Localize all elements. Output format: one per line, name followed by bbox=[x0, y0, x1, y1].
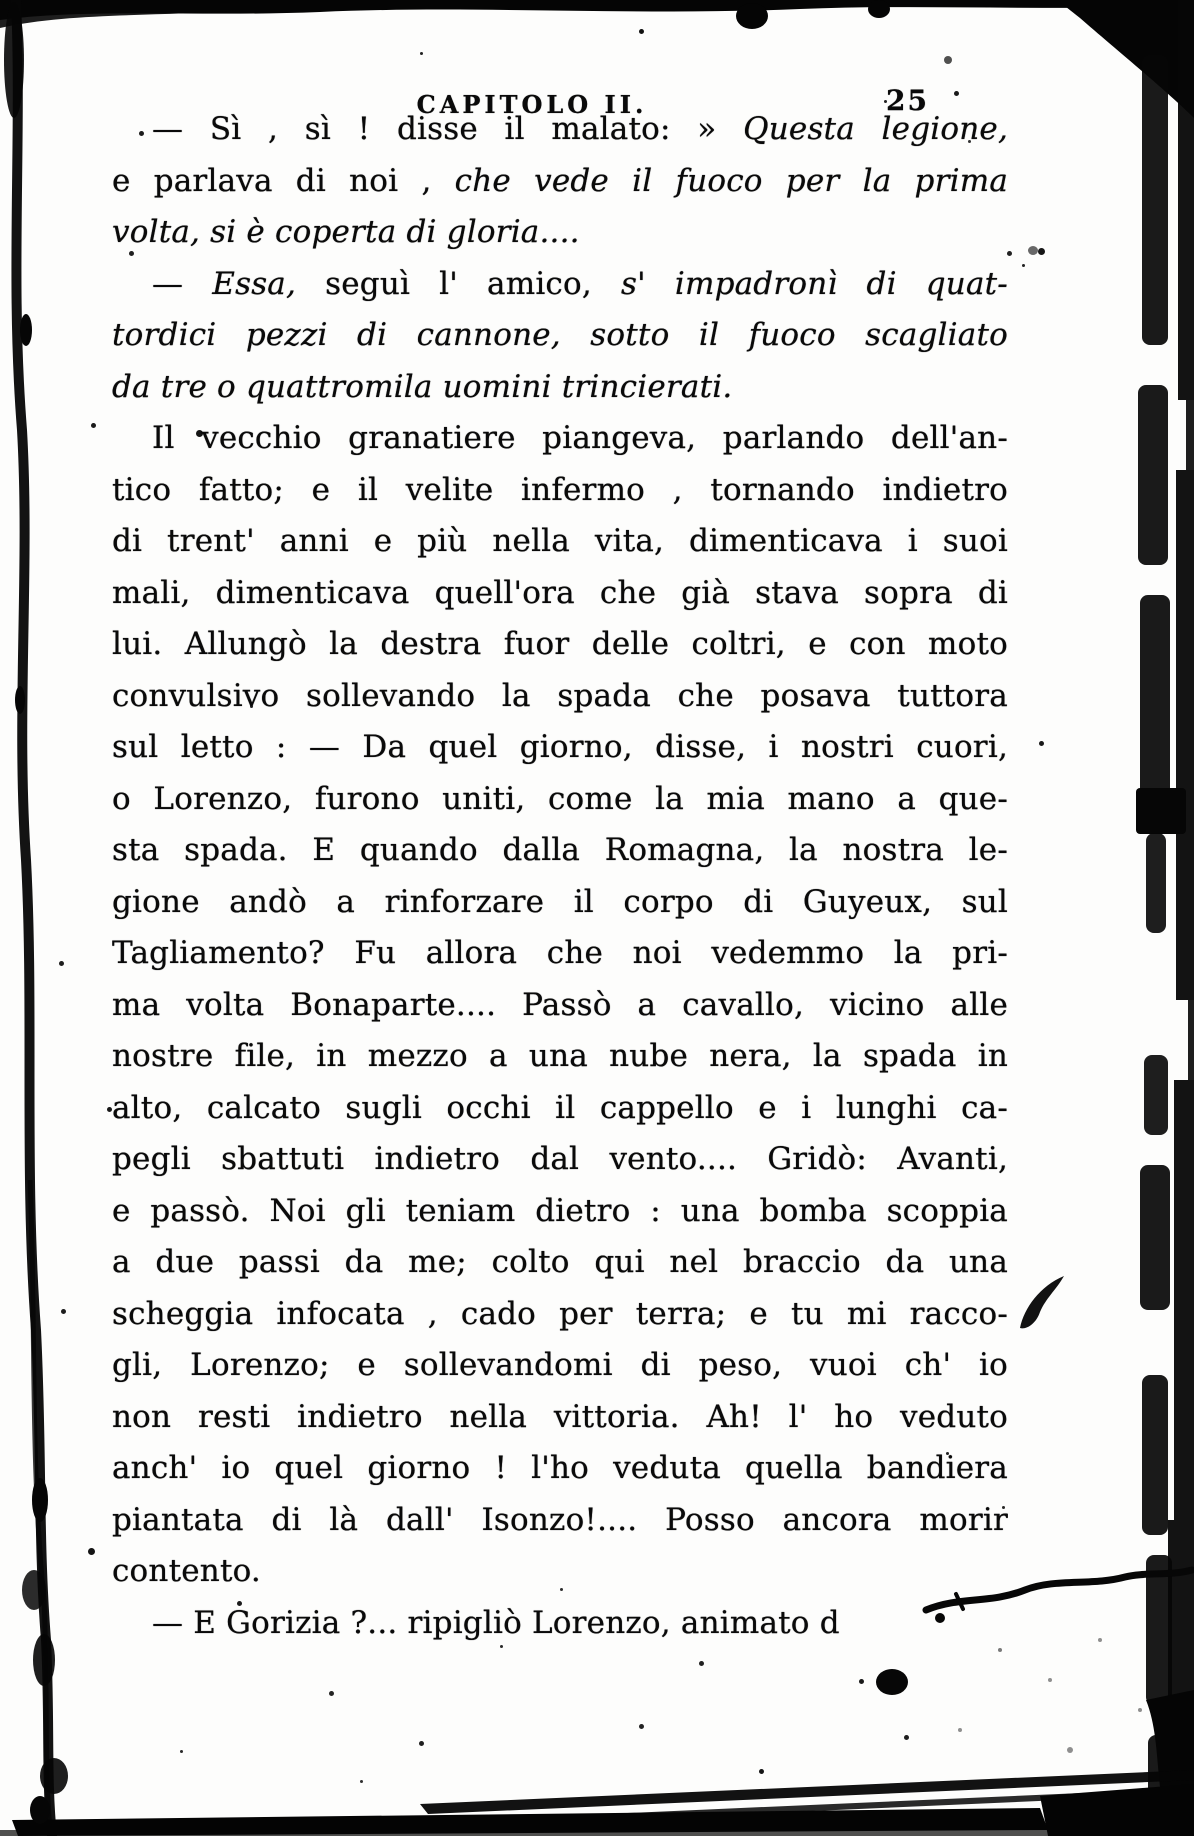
text-run: sta spada. E quando dalla Romagna, la nostra le- bbox=[112, 832, 1008, 868]
chapter-title: CAPITOLO II. bbox=[416, 90, 648, 119]
text-line bbox=[112, 1083, 1008, 1135]
text-line bbox=[112, 1443, 1008, 1495]
text-run: anch' io quel giorno ! l'ho veduta quella bandiera bbox=[112, 1450, 1008, 1486]
text-run: o Lorenzo, furono uniti, come la mia mano a que- bbox=[112, 780, 1008, 817]
text-run: nostre file, in mezzo a una nube nera, la spada in bbox=[112, 1038, 1008, 1074]
scan-artifact-right-edge bbox=[1050, 0, 1194, 1836]
text-line bbox=[112, 465, 1008, 517]
text-line bbox=[112, 671, 1008, 723]
scan-noise-blob bbox=[1028, 246, 1038, 255]
text-run: contento. bbox=[112, 1553, 261, 1589]
text-line bbox=[112, 104, 1008, 156]
italic-text-run: che vede il fuoco per la prima bbox=[454, 162, 1008, 199]
text-line bbox=[112, 1289, 1008, 1341]
italic-text-run: volta, si è coperta di gloria.... bbox=[112, 214, 580, 250]
scan-artifact-bottom-edge bbox=[0, 1756, 1194, 1836]
text-run: pegli sbattuti indietro dal vento.... Gridò: Avanti, bbox=[112, 1141, 1008, 1177]
text-run: — E Gorizia ?... ripigliò Lorenzo, animato d bbox=[152, 1604, 840, 1641]
text-run: di trent' anni e più nella vita, dimenticava i suoi bbox=[112, 523, 1008, 559]
text-line bbox=[112, 1340, 1008, 1392]
text-run: gione andò a rinforzare il corpo di Guyeux, sul bbox=[112, 883, 1008, 920]
text-block bbox=[112, 104, 1008, 1649]
text-line bbox=[112, 722, 1008, 774]
text-run: — Sì , sì ! disse il malato: » bbox=[152, 111, 744, 147]
text-line bbox=[112, 1031, 1008, 1083]
text-run: gli, Lorenzo; e sollevandomi di peso, vuoi ch' io bbox=[112, 1347, 1008, 1383]
text-run: sul letto : — Da quel giorno, disse, i nostri cuori, bbox=[112, 729, 1008, 765]
text-line bbox=[112, 1598, 1008, 1650]
text-run: seguì l' amico, bbox=[296, 265, 621, 302]
text-line bbox=[112, 980, 1008, 1032]
italic-text-run: tordici pezzi di cannone, sotto il fuoco scagliato bbox=[112, 317, 1008, 353]
text-line bbox=[112, 310, 1008, 362]
text-line bbox=[112, 207, 1008, 259]
text-line bbox=[112, 516, 1008, 568]
text-line bbox=[112, 1186, 1008, 1238]
text-run: non resti indietro nella vittoria. Ah! l' ho veduto bbox=[112, 1398, 1008, 1435]
text-line bbox=[112, 1546, 1008, 1598]
text-line bbox=[112, 362, 1008, 414]
text-line bbox=[112, 774, 1008, 826]
text-line bbox=[112, 1237, 1008, 1289]
text-line bbox=[112, 568, 1008, 620]
italic-text-run: Essa, bbox=[212, 265, 297, 302]
text-run: tico fatto; e il velite infermo , tornando indietro bbox=[112, 471, 1008, 508]
text-run: — bbox=[152, 265, 213, 302]
text-run: piantata di là dall' Isonzo!.... Posso ancora morir bbox=[112, 1501, 1008, 1538]
text-line bbox=[112, 156, 1008, 208]
italic-text-run: Questa legione, bbox=[743, 111, 1008, 147]
italic-text-run: s' impadronì di quat- bbox=[620, 265, 1008, 302]
text-line bbox=[112, 1495, 1008, 1547]
text-run: scheggia infocata , cado per terra; e tu mi racco- bbox=[112, 1295, 1008, 1332]
page-number: 25 bbox=[886, 84, 929, 117]
scan-artifact-pen-mark bbox=[1012, 1268, 1082, 1338]
text-line bbox=[112, 825, 1008, 877]
text-line bbox=[112, 1134, 1008, 1186]
text-line bbox=[112, 1392, 1008, 1444]
scan-artifact-left-edge bbox=[0, 0, 90, 1836]
text-run: mali, dimenticava quell'ora che già stava sopra di bbox=[112, 574, 1008, 611]
text-line bbox=[112, 877, 1008, 929]
text-run: Il vecchio granatiere piangeva, parlando dell'an- bbox=[152, 420, 1008, 456]
text-run: ma volta Bonaparte.... Passò a cavallo, vicino alle bbox=[112, 986, 1008, 1023]
text-line bbox=[112, 928, 1008, 980]
text-run: a due passi da me; colto qui nel braccio da una bbox=[112, 1244, 1008, 1280]
text-run: convulsivo sollevando la spada che posava tuttora bbox=[112, 677, 1008, 714]
text-line bbox=[112, 413, 1008, 465]
text-line bbox=[112, 619, 1008, 671]
text-run: alto, calcato sugli occhi il cappello e i lunghi ca- bbox=[112, 1089, 1008, 1126]
text-run: Tagliamento? Fu allora che noi vedemmo la pri- bbox=[112, 935, 1008, 971]
text-line bbox=[112, 259, 1008, 311]
italic-text-run: da tre o quattromila uomini trincierati. bbox=[112, 368, 733, 405]
text-run: e passò. Noi gli teniam dietro : una bomba scoppia bbox=[112, 1192, 1008, 1229]
text-run: e parlava di noi , bbox=[112, 162, 455, 199]
text-run: lui. Allungò la destra fuor delle coltri, e con moto bbox=[112, 626, 1008, 662]
